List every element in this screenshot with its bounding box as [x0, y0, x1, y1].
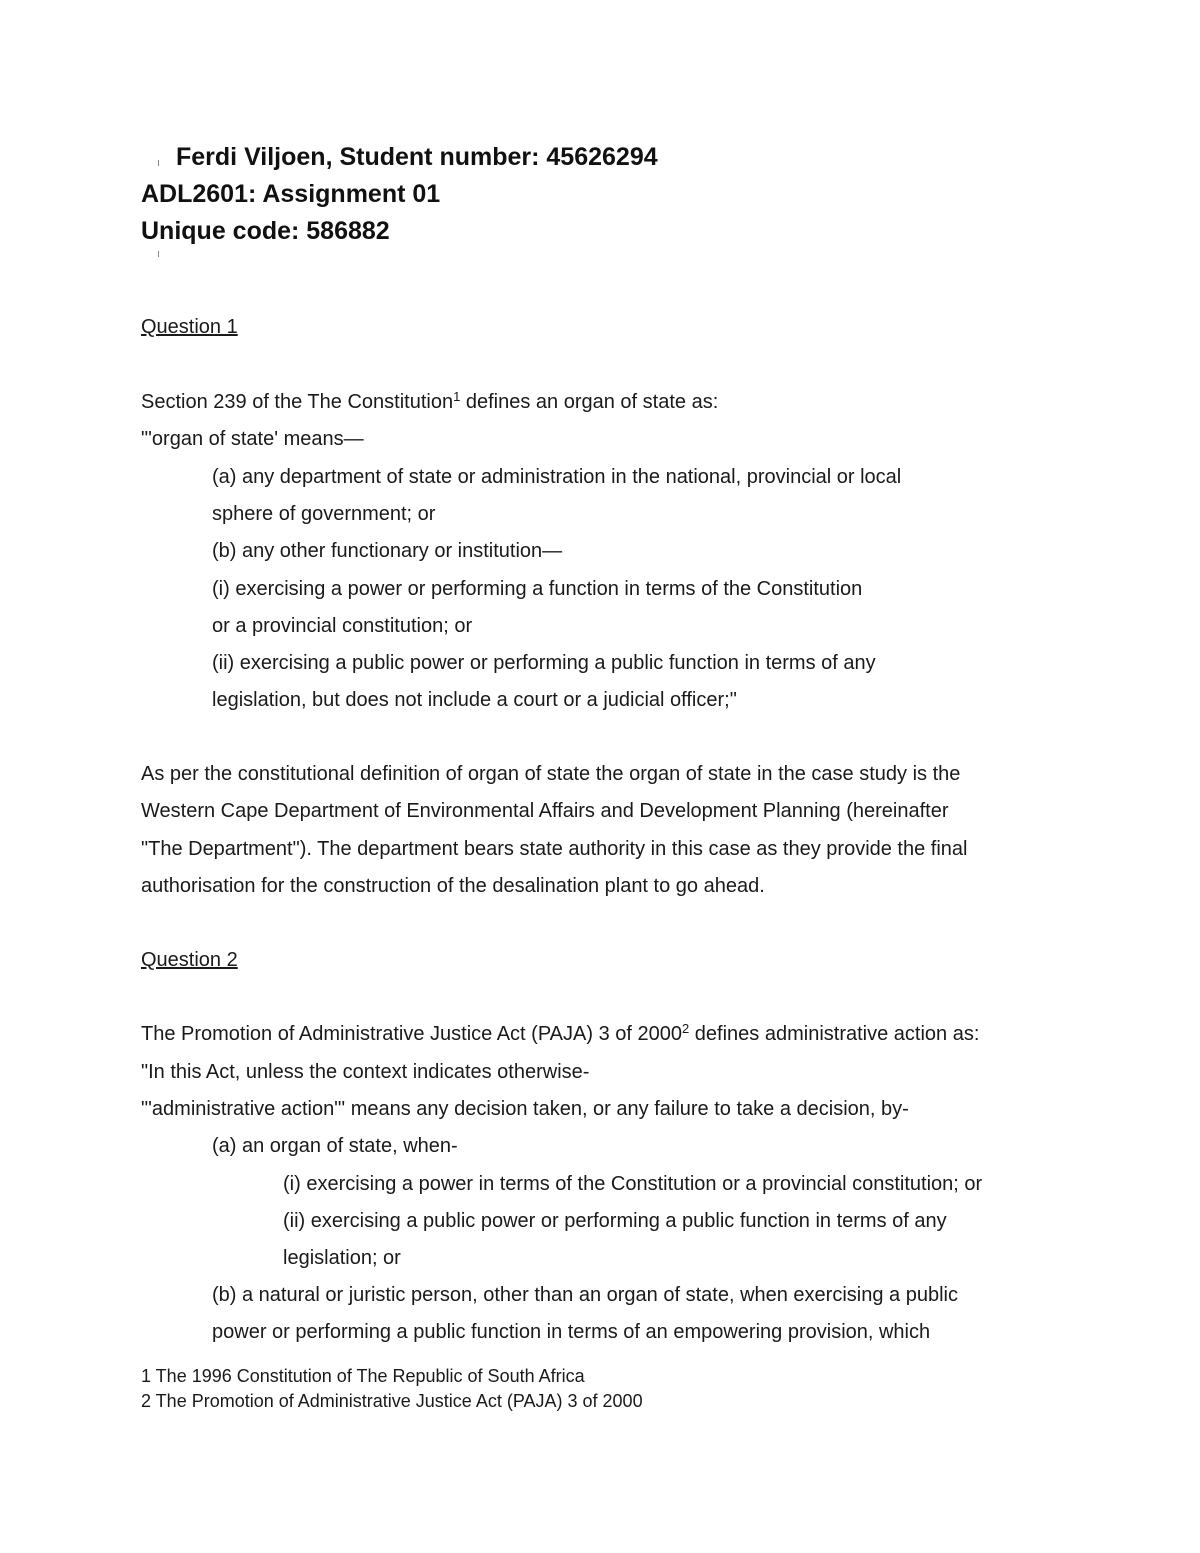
definition-item: (i) exercising a power or performing a function in terms of the Constitution: [212, 578, 863, 600]
student-name-line: Ferdi Viljoen, Student number: 45626294: [176, 143, 658, 171]
footnote-ref-1: 1: [453, 389, 461, 404]
definition-item: or a provincial constitution; or: [212, 615, 473, 637]
definition-quote-open: "'organ of state' means—: [141, 428, 364, 450]
definition-item: (ii) exercising a public power or performing a public function in terms of any: [212, 652, 876, 674]
definition-item: (b) any other functionary or institution—: [212, 540, 563, 562]
paja-line: "'administrative action"' means any decision taken, or any failure to take a decision, by-: [141, 1098, 909, 1120]
definition-item: (a) any department of state or administration in the national, provincial or local: [212, 466, 902, 488]
footnote-1: 1 The 1996 Constitution of The Republic of South Africa: [141, 1366, 585, 1386]
margin-mark: [158, 160, 159, 166]
unique-code-line: Unique code: 586882: [141, 217, 390, 245]
question-2-intro: The Promotion of Administrative Justice Act (PAJA) 3 of 2000$^2$ defines administrative action as:: [141, 1021, 980, 1045]
paja-line: power or performing a public function in terms of an empowering provision, which: [212, 1321, 931, 1343]
paragraph-line: "The Department"). The department bears state authority in this case as they provide the final: [141, 838, 968, 860]
paja-line: (ii) exercising a public power or performing a public function in terms of any: [283, 1210, 947, 1232]
paja-line: legislation; or: [283, 1247, 401, 1269]
paragraph-line: authorisation for the construction of the desalination plant to go ahead.: [141, 875, 765, 897]
question-1-heading: Question 1: [141, 316, 238, 338]
paragraph-line: As per the constitutional definition of organ of state the organ of state in the case study is the: [141, 763, 961, 785]
paja-line: (b) a natural or juristic person, other than an organ of state, when exercising a public: [212, 1284, 958, 1306]
paragraph-line: Western Cape Department of Environmental Affairs and Development Planning (hereinafter: [141, 800, 949, 822]
question-2-heading: Question 2: [141, 949, 238, 971]
footnote-ref-2: 2: [682, 1021, 690, 1036]
definition-item: sphere of government; or: [212, 503, 436, 525]
footnote-2: 2 The Promotion of Administrative Justice Act (PAJA) 3 of 2000: [141, 1391, 643, 1411]
question-1-intro: Section 239 of the The Constitution$^1$ defines an organ of state as:: [141, 389, 719, 413]
margin-mark: [158, 251, 159, 257]
paja-line: (a) an organ of state, when-: [212, 1135, 458, 1157]
paja-line: "In this Act, unless the context indicates otherwise-: [141, 1061, 590, 1083]
definition-item: legislation, but does not include a court or a judicial officer;": [212, 689, 737, 711]
assignment-line: ADL2601: Assignment 01: [141, 180, 441, 208]
paja-line: (i) exercising a power in terms of the Constitution or a provincial constitution; or: [283, 1173, 983, 1195]
